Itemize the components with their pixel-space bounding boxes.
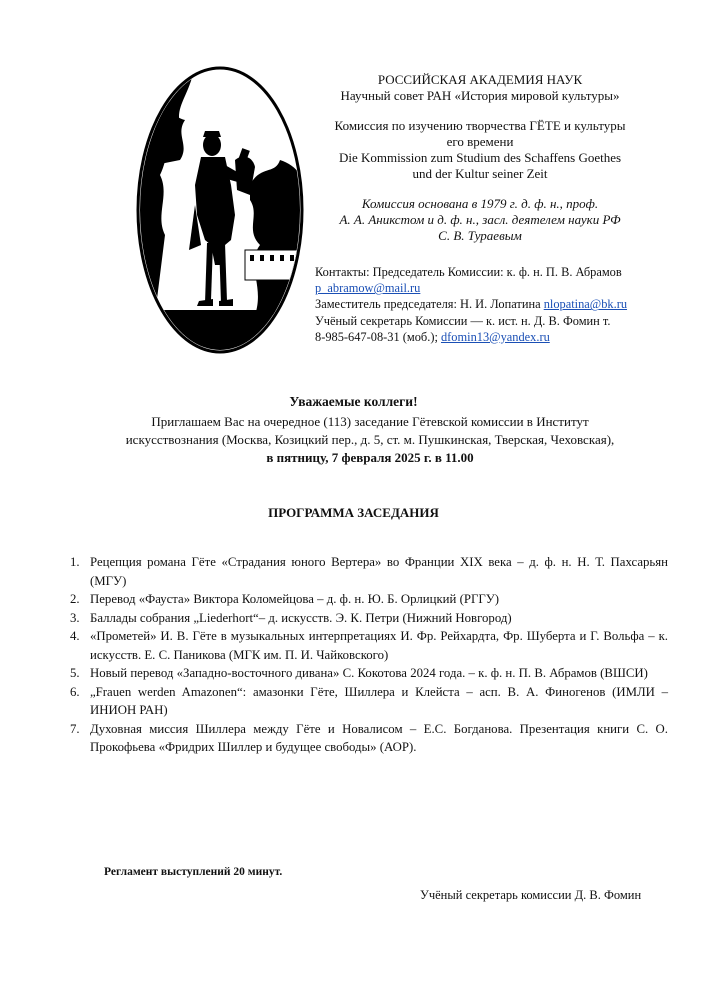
program-item: 6. „Frauen werden Amazonen“: амазонки Гёте, Шиллера и Клейста – асп. В. А. Финогенов (ИМЛИ – ИНИОН РАН) bbox=[70, 684, 668, 717]
reglament-note: Регламент выступлений 20 минут. bbox=[104, 866, 283, 878]
contacts-block bbox=[315, 264, 660, 345]
program-title: ПРОГРАММА ЗАСЕДАНИЯ bbox=[268, 505, 439, 520]
contact-secretary: Учёный секретарь Комиссии — к. ист. н. Д. В. Фомин т. bbox=[315, 313, 611, 328]
commission-title-ru-line1: Комиссия по изучению творчества ГЁТЕ и культуры bbox=[334, 118, 626, 133]
commission-title-de-line1: Die Kommission zum Studium des Schaffens Goethes bbox=[338, 150, 622, 165]
founded-line1: Комиссия основана в 1979 г. д. ф. н., проф. bbox=[361, 196, 599, 211]
contact-phone: 8-985-647-08-31 (моб.); bbox=[315, 329, 441, 344]
chair-email-link[interactable]: p_abramow@mail.ru bbox=[315, 281, 421, 296]
program-item: 5. Новый перевод «Западно-восточного дивана» С. Кокотова 2024 года. – к. ф. н. П. В. Абрамов (ВШСИ) bbox=[70, 666, 648, 680]
commission-title-de-line2: und der Kultur seiner Zeit bbox=[412, 166, 548, 181]
contact-chair: Контакты: Председатель Комиссии: к. ф. н. П. В. Абрамов bbox=[315, 265, 622, 279]
commission-title-ru-line2: его времени bbox=[446, 134, 514, 149]
deputy-email-link[interactable]: nlopatina@bk.ru bbox=[543, 297, 628, 312]
program-item: 2. Перевод «Фауста» Виктора Коломейцова – д. ф. н. Ю. Б. Орлицкий (РГГУ) bbox=[70, 592, 500, 606]
contact-deputy: Заместитель председателя: Н. И. Лопатина bbox=[315, 297, 544, 312]
program-list bbox=[70, 553, 668, 757]
invitation-text bbox=[70, 413, 670, 467]
header-block bbox=[310, 72, 650, 244]
goethe-silhouette-image bbox=[135, 65, 305, 355]
academy-title: РОССИЙСКАЯ АКАДЕМИЯ НАУК bbox=[377, 72, 583, 87]
greeting-heading: Уважаемые коллеги! bbox=[289, 394, 418, 409]
founded-line2: А. А. Аникстом и д. ф. н., засл. деятелем науки РФ bbox=[339, 212, 621, 227]
meeting-date: в пятницу, 7 февраля 2025 г. в 11.00 bbox=[266, 450, 474, 465]
program-item: 1. Рецепция романа Гёте «Страдания юного Вертера» во Франции XIX века – д. ф. н. Н. Т. Пахсарьян (МГУ) bbox=[70, 555, 668, 588]
founded-line3: С. В. Тураевым bbox=[438, 228, 522, 243]
secretary-email-link[interactable]: dfomin13@yandex.ru bbox=[440, 329, 550, 344]
program-item: 4. «Прометей» И. В. Гёте в музыкальных интерпретациях И. Фр. Рейхардта, Фр. Шуберта и Г. Вольфа – к. искусств. Е. С. Паникова (МГК им. П. И. Чайковского) bbox=[70, 629, 668, 662]
council-title: Научный совет РАН «История мировой культуры» bbox=[340, 88, 620, 103]
invitation-line2: искусствознания (Москва, Козицкий пер., д. 5, ст. м. Пушкинская, Тверская, Чеховская), bbox=[125, 432, 615, 447]
program-item: 7. Духовная миссия Шиллера между Гёте и Новалисом – Е.С. Богданова. Презентация книги С. О. Прокофьева «Фридрих Шиллер и будущее свободы» (АОР). bbox=[70, 721, 668, 754]
invitation-line1: Приглашаем Вас на очередное (113) заседание Гётевской комиссии в Институт bbox=[151, 414, 589, 429]
signature-line: Учёный секретарь комиссии Д. В. Фомин bbox=[420, 888, 642, 902]
program-item: 3. Баллады собрания „Liederhort“– д. искусств. Э. К. Петри (Нижний Новгород) bbox=[70, 610, 512, 625]
